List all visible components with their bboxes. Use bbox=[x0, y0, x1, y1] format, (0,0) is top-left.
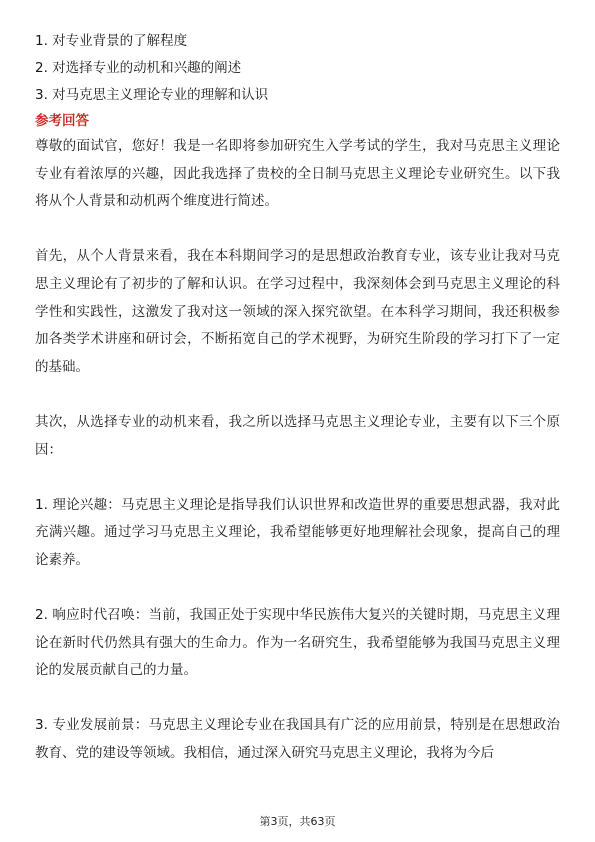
criteria-item-3: 3. 对马克思主义理论专业的理解和认识 bbox=[35, 87, 269, 103]
paragraph-reason-1: 1. 理论兴趣：马克思主义理论是指导我们认识世界和改造世界的重要思想武器，我对此充满兴趣。通过学习马克思主义理论，我希望能够更好地理解社会现象，提高自己的理论素养。 bbox=[35, 496, 560, 568]
page-content bbox=[35, 28, 560, 768]
criteria-item-2: 2. 对选择专业的动机和兴趣的阐述 bbox=[35, 60, 242, 76]
criteria-item-1: 1. 对专业背景的了解程度 bbox=[35, 33, 188, 49]
paragraph-intro: 尊敬的面试官，您好！我是一名即将参加研究生入学考试的学生，我对马克思主义理论专业有着浓厚的兴趣，因此我选择了贵校的全日制马克思主义理论专业研究生。以下我将从个人背景和动机两个维度进行简述。 bbox=[35, 138, 560, 210]
page-number: 第3页，共63页 bbox=[259, 815, 336, 828]
paragraph-background: 首先，从个人背景来看，我在本科期间学习的是思想政治教育专业，该专业让我对马克思主义理论有了初步的了解和认识。在学习过程中，我深刻体会到马克思主义理论的科学性和实践性，这激发了我对这一领域的深入探究欲望。在本科学习期间，我还积极参加各类学术讲座和研讨会，不断拓宽自己的学术视野，为研究生阶段的学习打下了一定的基础。 bbox=[35, 248, 560, 375]
paragraph-motivation: 其次，从选择专业的动机来看，我之所以选择马克思主义理论专业，主要有以下三个原因： bbox=[35, 413, 560, 458]
paragraph-reason-2: 2. 响应时代召唤：当前，我国正处于实现中华民族伟大复兴的关键时期，马克思主义理论在新时代仍然具有强大的生命力。作为一名研究生，我希望能够为我国马克思主义理论的发展贡献自己的力量。 bbox=[35, 607, 560, 679]
answer-heading: 参考回答 bbox=[35, 113, 89, 129]
paragraph-reason-3: 3. 专业发展前景：马克思主义理论专业在我国具有广泛的应用前景，特别是在思想政治教育、党的建设等领域。我相信，通过深入研究马克思主义理论，我将为今后 bbox=[35, 717, 560, 762]
